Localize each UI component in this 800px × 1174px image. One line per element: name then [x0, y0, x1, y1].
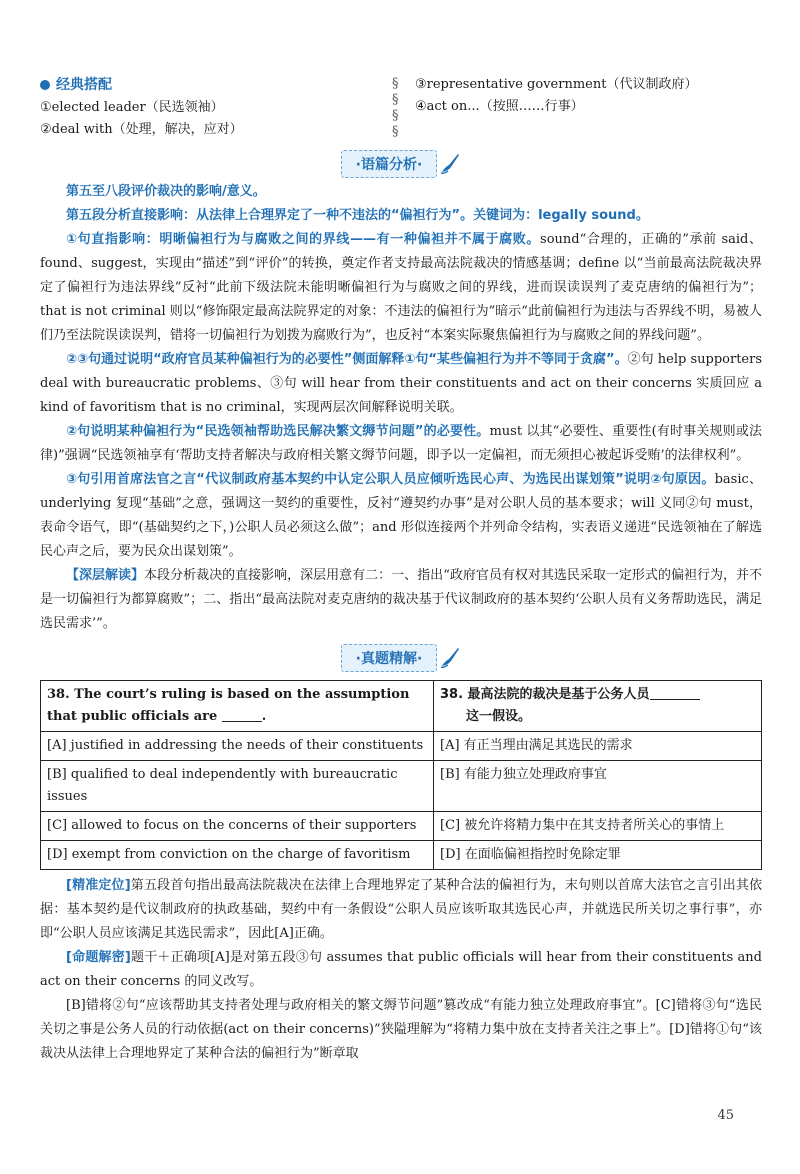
- option-en: [B] qualified to deal independently with bureaucratic issues: [41, 761, 434, 812]
- answer-blank: [222, 707, 262, 722]
- collocation-item: ①elected leader（民选领袖）: [40, 100, 224, 115]
- analysis-paragraph: ③句引用首席法官之言“代议制政府基本契约中认定公职人员应倾听选民心声、为选民出谋划策”说明②句原因。basic、underlying 复现“基础”之意，强调这一契约的重要性，反衬“遵契约办事”是对公职人员的基本要求；will 义同②句 must，表命令语气，即“(基础契约之下，)公职人员必须这么做”；and 形似连接两个并列命令结构，实表语义递进“民选领袖在了解选民心声之后，要为民众出谋划策”。: [40, 472, 762, 559]
- question-stem-en: 38. The court’s ruling is based on the assumption that public officials are .: [41, 681, 434, 732]
- option-row: [41, 732, 762, 761]
- option-en: [A] justified in addressing the needs of their constituents: [41, 732, 434, 761]
- brush-icon: [439, 151, 461, 175]
- bullet-icon: [40, 80, 50, 90]
- analysis-paragraph: ①句直指影响：明晰偏袒行为与腐败之间的界线——有一种偏袒并不属于腐败。sound“合理的，正确的”承前 said、found、suggest，实现由“描述”到“评价”的转换，奠定作者支持最高法院裁决的情感基调；define 以“当前最高法院裁决界定了偏袒行为违法界线”反衬“此前下级法院未能明晰偏袒行为与腐败之间的界线，进而误读误判了麦克唐纳的偏袒行为”；that is not criminal 则以“修饰限定最高法院界定的对象：不违法的偏袒行为”暗示“此前偏袒行为违法与否界线不明，易被人们乃至法院误读误判，错将一切偏袒行为划拨为腐败行为”，也反衬“本案实际聚焦偏袒行为与腐败之间的界线问题”。: [40, 232, 762, 343]
- analysis-paragraph: ②③句通过说明“政府官员某种偏袒行为的必要性”侧面解释①句“某些偏袒行为并不等同于贪腐”。②句 help supporters deal with bureaucratic problems、③句 will hear from their constituents and act on their concerns 实质回应 a kind of favoritism that is no criminal，实现两层次间解释说明关联。: [40, 352, 763, 415]
- collocation-item: ④act on...（按照……行事）: [415, 99, 584, 114]
- analysis-paragraph: ②句说明某种偏袒行为“民选领袖帮助选民解决繁文缛节问题”的必要性。must 以其“必要性、重要性(有时事关规则或法律)”强调“民选领袖享有‘帮助支持者解决与政府相关繁文缛节问题，即予以一定偏袒，而无须担心被起诉受贿’的法律权利”。: [40, 424, 762, 463]
- collocations-left: [40, 74, 380, 141]
- answer-blank: [650, 685, 700, 700]
- paragraph-five-summary: 第五段分析直接影响：从法律上合理界定了一种不违法的“偏袒行为”。关键词为：legally sound。: [66, 208, 649, 223]
- question-banner: ·真题精解·: [40, 640, 762, 674]
- option-row: [41, 761, 762, 812]
- option-zh: [A] 有正当理由满足其选民的需求: [434, 732, 762, 761]
- question-decoding: [命题解密]题干＋正确项[A]是对第五段③句 assumes that public officials will hear from their constituents and act on their concerns 的同义改写。: [40, 950, 762, 989]
- question-stem-row: [41, 681, 762, 732]
- option-zh: [D] 在面临偏袒指控时免除定罪: [434, 841, 762, 870]
- option-zh: [C] 被允许将精力集中在其支持者所关心的事情上: [434, 812, 762, 841]
- collocation-item: ③representative government（代议制政府）: [415, 77, 698, 92]
- option-row: [41, 812, 762, 841]
- brush-icon: [439, 645, 461, 669]
- page-number: 45: [717, 1108, 734, 1123]
- distractor-analysis: [B]错将②句“应该帮助其支持者处理与政府相关的繁文缛节问题”篡改成“有能力独立处理政府事宜”。[C]错将③句“选民关切之事是公务人员的行动依据(act on their concerns)”狭隘理解为“将精力集中放在支持者关注之事上”。[D]错将①句“该裁决从法律上合理地界定了某种合法的偏袒行为”断章取: [40, 998, 762, 1061]
- classic-collocations: [40, 74, 762, 146]
- question-stem-zh: 38. 最高法院的裁决是基于公务人员 这一假设。: [434, 681, 762, 732]
- page: [40, 74, 762, 1066]
- chain-divider-icon: § § § §: [392, 76, 399, 139]
- option-zh: [B] 有能力独立处理政府事宜: [434, 761, 762, 812]
- analysis-summary: 第五至八段评价裁决的影响/意义。: [66, 184, 266, 199]
- collocation-item: ②deal with（处理，解决，应对）: [40, 122, 243, 137]
- collocations-right: [415, 74, 765, 118]
- option-en: [D] exempt from conviction on the charge of favoritism: [41, 841, 434, 870]
- option-row: [41, 841, 762, 870]
- question-table: [40, 680, 762, 870]
- collocations-heading: 经典搭配: [40, 74, 380, 97]
- precise-location: [精准定位]第五段首句指出最高法院裁决在法律上合理地界定了某种合法的偏袒行为，末句则以首席大法官之言引出其依据：基本契约是代议制政府的执政基础，契约中有一条假设“公职人员应该听取其选民心声，并就选民所关切之事行事”，亦即“公职人员应该满足其选民需求”，因此[A]正确。: [40, 878, 762, 941]
- option-en: [C] allowed to focus on the concerns of their supporters: [41, 812, 434, 841]
- analysis-banner: ·语篇分析·: [40, 146, 762, 180]
- deep-reading: 【深层解读】本段分析裁决的直接影响，深层用意有二：一、指出“政府官员有权对其选民采取一定形式的偏袒行为，并不是一切偏袒行为都算腐败”；二、指出“最高法院对麦克唐纳的裁决基于代议制政府的基本契约‘公职人员有义务帮助选民，满足选民需求’”。: [40, 568, 762, 631]
